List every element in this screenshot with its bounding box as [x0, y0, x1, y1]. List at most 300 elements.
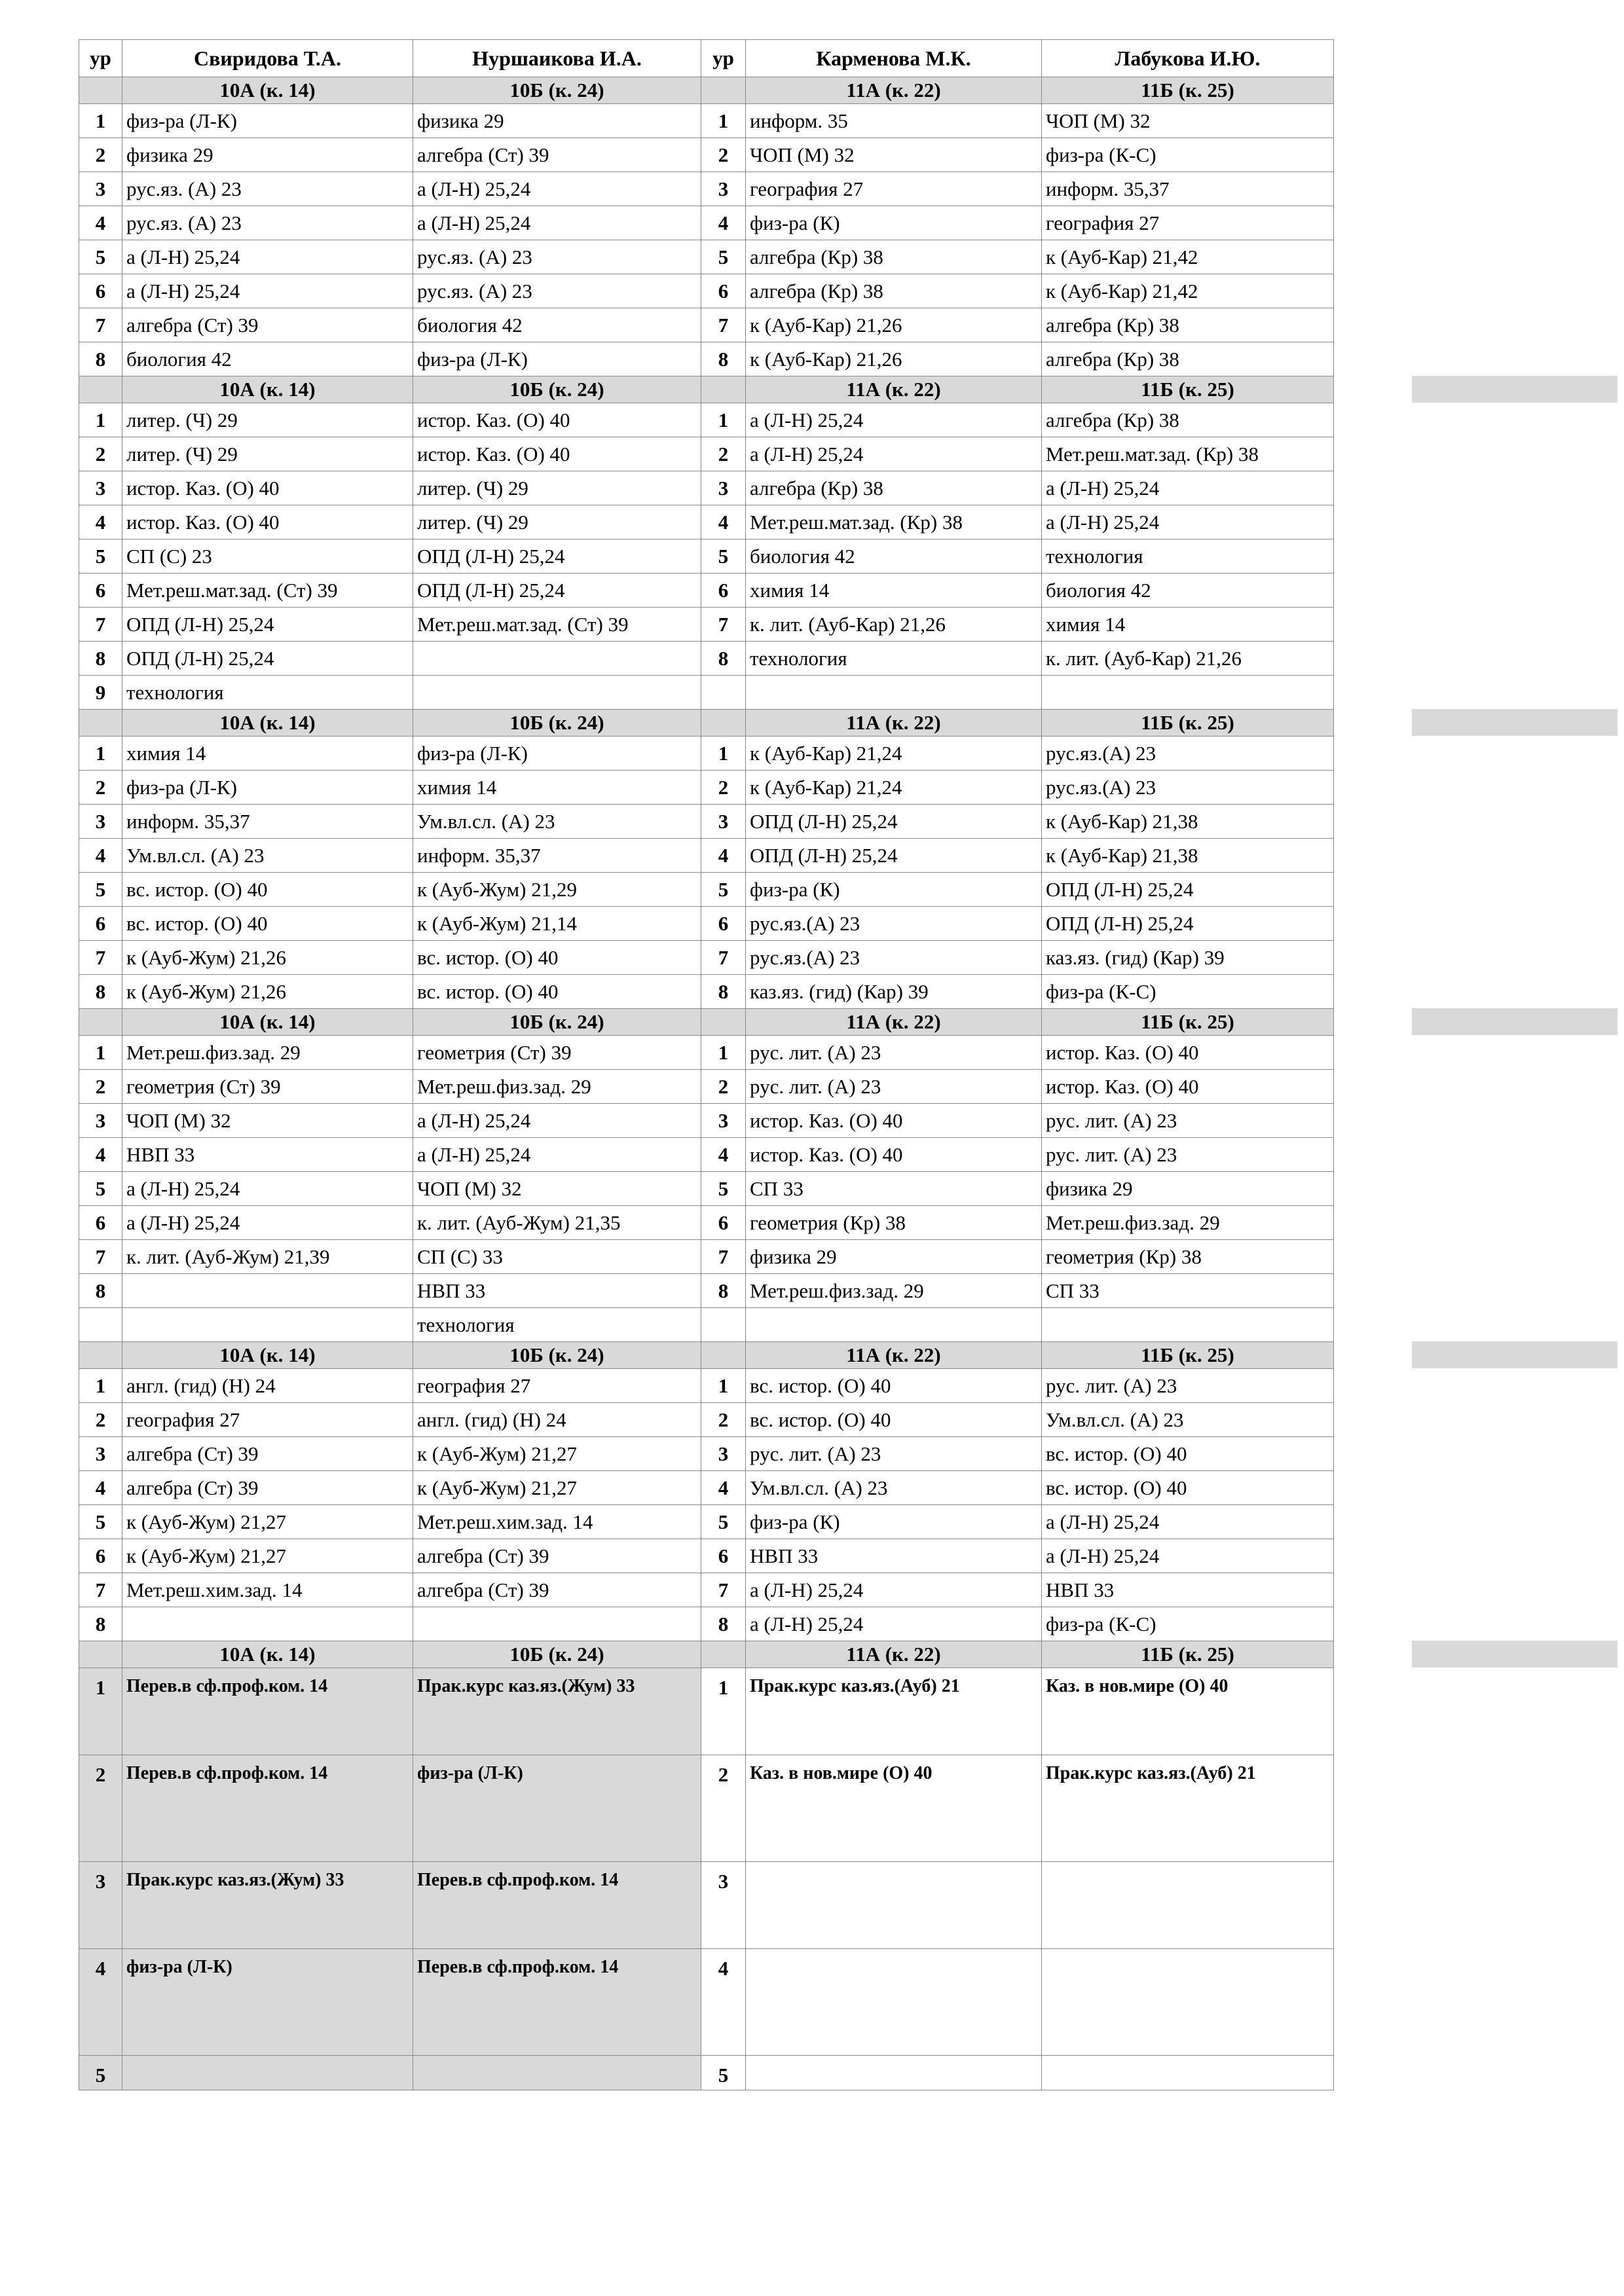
lesson-cell: ОПД (Л-Н) 25,24: [122, 642, 413, 676]
lesson-row: [79, 437, 1334, 471]
lesson-cell: к. лит. (Ауб-Жум) 21,35: [413, 1206, 701, 1240]
lesson-row: [79, 138, 1334, 172]
lesson-number: 2: [701, 138, 746, 172]
lesson-number: 4: [79, 1471, 122, 1505]
lesson-row: [79, 676, 1334, 710]
lesson-cell: рус.яз. (А) 23: [413, 240, 701, 274]
lesson-cell: к (Ауб-Жум) 21,27: [122, 1539, 413, 1573]
lesson-number: 5: [701, 1172, 746, 1206]
lesson-number: 2: [79, 138, 122, 172]
lesson-row: [79, 2056, 1334, 2090]
lesson-row: [79, 1668, 1334, 1755]
lesson-cell: Ум.вл.сл. (А) 23: [746, 1471, 1042, 1505]
lesson-row: [79, 1403, 1334, 1437]
lesson-cell: физ-ра (К-С): [1042, 975, 1334, 1009]
lesson-cell: к (Ауб-Кар) 21,26: [746, 342, 1042, 376]
lesson-number: 6: [79, 1206, 122, 1240]
lesson-cell: биология 42: [746, 539, 1042, 574]
lesson-row: [79, 1369, 1334, 1403]
lesson-cell: алгебра (Ст) 39: [122, 1437, 413, 1471]
lesson-cell: а (Л-Н) 25,24: [1042, 1505, 1334, 1539]
lesson-number: 4: [701, 1471, 746, 1505]
class-label: 10Б (к. 24): [413, 710, 701, 737]
lesson-cell: вс. истор. (О) 40: [413, 941, 701, 975]
lesson-cell: к (Ауб-Кар) 21,38: [1042, 839, 1334, 873]
class-label: 10Б (к. 24): [413, 376, 701, 403]
lesson-cell: алгебра (Кр) 38: [746, 274, 1042, 308]
lesson-cell: Прак.курс каз.яз.(Жум) 33: [413, 1668, 701, 1755]
lesson-cell: НВП 33: [413, 1274, 701, 1308]
lesson-row: [79, 1240, 1334, 1274]
lesson-cell: [1042, 676, 1334, 710]
lesson-cell: литер. (Ч) 29: [122, 403, 413, 437]
lesson-cell: литер. (Ч) 29: [413, 471, 701, 505]
lesson-number: 6: [79, 1539, 122, 1573]
lesson-cell: к (Ауб-Жум) 21,27: [122, 1505, 413, 1539]
lesson-cell: к (Ауб-Жум) 21,27: [413, 1471, 701, 1505]
lesson-cell: каз.яз. (гид) (Кар) 39: [746, 975, 1042, 1009]
lesson-cell: [746, 2056, 1042, 2090]
lesson-cell: география 27: [1042, 206, 1334, 240]
lesson-cell: к (Ауб-Жум) 21,29: [413, 873, 701, 907]
lesson-number: 3: [701, 471, 746, 505]
lesson-cell: рус.яз. (А) 23: [122, 206, 413, 240]
class-label: 10А (к. 14): [122, 1641, 413, 1668]
lesson-number: 8: [701, 342, 746, 376]
lesson-cell: а (Л-Н) 25,24: [413, 1104, 701, 1138]
lesson-cell: СП (С) 33: [413, 1240, 701, 1274]
lesson-cell: физика 29: [413, 104, 701, 138]
lesson-cell: Перев.в сф.проф.ком. 14: [413, 1862, 701, 1949]
lesson-number: 1: [79, 737, 122, 771]
lesson-cell: к (Ауб-Кар) 21,42: [1042, 274, 1334, 308]
lesson-cell: Ум.вл.сл. (А) 23: [122, 839, 413, 873]
header-band: [1412, 1641, 1617, 1667]
lesson-number: 7: [701, 1573, 746, 1607]
lesson-cell: Перев.в сф.проф.ком. 14: [122, 1755, 413, 1862]
lesson-cell: НВП 33: [1042, 1573, 1334, 1607]
lesson-cell: физ-ра (Л-К): [122, 1949, 413, 2056]
lesson-row: [79, 1308, 1334, 1342]
lesson-cell: информ. 35: [746, 104, 1042, 138]
lesson-number: 6: [701, 907, 746, 941]
class-label: 11А (к. 22): [746, 1009, 1042, 1036]
lesson-cell: ОПД (Л-Н) 25,24: [122, 608, 413, 642]
lesson-number: 8: [79, 642, 122, 676]
lesson-cell: а (Л-Н) 25,24: [746, 1607, 1042, 1641]
lesson-cell: алгебра (Ст) 39: [413, 1573, 701, 1607]
lesson-cell: рус. лит. (А) 23: [1042, 1138, 1334, 1172]
class-label: 10А (к. 14): [122, 376, 413, 403]
lesson-cell: Мет.реш.мат.зад. (Кр) 38: [1042, 437, 1334, 471]
lesson-cell: [413, 1607, 701, 1641]
lesson-cell: [746, 1862, 1042, 1949]
lesson-number: 1: [79, 403, 122, 437]
lesson-number: 8: [701, 642, 746, 676]
lesson-cell: Ум.вл.сл. (А) 23: [1042, 1403, 1334, 1437]
lesson-row: [79, 240, 1334, 274]
lesson-cell: физ-ра (К-С): [1042, 1607, 1334, 1641]
header-spacer: [79, 376, 122, 403]
lesson-number: 7: [701, 308, 746, 342]
lesson-number: 4: [701, 1138, 746, 1172]
lesson-number: 2: [701, 1755, 746, 1862]
lesson-cell: рус. лит. (А) 23: [746, 1437, 1042, 1471]
lesson-number: 3: [701, 172, 746, 206]
lesson-cell: Мет.реш.мат.зад. (Кр) 38: [746, 505, 1042, 539]
lesson-cell: Перев.в сф.проф.ком. 14: [413, 1949, 701, 2056]
teacher-name: Карменова М.К.: [746, 40, 1042, 77]
lesson-row: [79, 1607, 1334, 1641]
lesson-number: 1: [701, 737, 746, 771]
lesson-cell: физика 29: [1042, 1172, 1334, 1206]
lesson-cell: физика 29: [122, 138, 413, 172]
lesson-cell: НВП 33: [122, 1138, 413, 1172]
lesson-cell: Мет.реш.физ.зад. 29: [746, 1274, 1042, 1308]
lesson-number: 6: [701, 1539, 746, 1573]
lesson-cell: алгебра (Ст) 39: [413, 138, 701, 172]
lesson-number: 7: [79, 1573, 122, 1607]
lesson-number: 5: [79, 539, 122, 574]
lesson-cell: химия 14: [122, 737, 413, 771]
lesson-number: 1: [701, 1036, 746, 1070]
lesson-row: [79, 1274, 1334, 1308]
lesson-number: 4: [701, 505, 746, 539]
lesson-cell: геометрия (Ст) 39: [122, 1070, 413, 1104]
lesson-cell: к (Ауб-Кар) 21,38: [1042, 805, 1334, 839]
lesson-cell: Прак.курс каз.яз.(Ауб) 21: [746, 1668, 1042, 1755]
class-label: 10А (к. 14): [122, 710, 413, 737]
lesson-number: 3: [79, 1104, 122, 1138]
lesson-number: 4: [701, 839, 746, 873]
lesson-cell: к. лит. (Ауб-Кар) 21,26: [746, 608, 1042, 642]
class-label: 10Б (к. 24): [413, 1009, 701, 1036]
lesson-row: [79, 1949, 1334, 2056]
lesson-number: 6: [79, 907, 122, 941]
lesson-number: 8: [79, 1607, 122, 1641]
lesson-cell: Мет.реш.мат.зад. (Ст) 39: [413, 608, 701, 642]
lesson-row: [79, 1206, 1334, 1240]
lesson-cell: Мет.реш.мат.зад. (Ст) 39: [122, 574, 413, 608]
lesson-cell: алгебра (Кр) 38: [1042, 342, 1334, 376]
lesson-cell: алгебра (Кр) 38: [1042, 308, 1334, 342]
lesson-cell: [746, 1308, 1042, 1342]
lesson-number: 6: [701, 1206, 746, 1240]
class-label: 10Б (к. 24): [413, 77, 701, 104]
class-label: 10Б (к. 24): [413, 1641, 701, 1668]
lesson-number: 3: [79, 1862, 122, 1949]
lesson-cell: [413, 2056, 701, 2090]
lesson-number: 9: [79, 676, 122, 710]
lesson-number: 4: [79, 1138, 122, 1172]
lesson-cell: [122, 2056, 413, 2090]
lesson-row: [79, 308, 1334, 342]
lesson-cell: [122, 1274, 413, 1308]
lesson-number: 3: [701, 1862, 746, 1949]
lesson-cell: физ-ра (К): [746, 1505, 1042, 1539]
lesson-number: 6: [79, 574, 122, 608]
lesson-cell: ОПД (Л-Н) 25,24: [1042, 873, 1334, 907]
lesson-cell: а (Л-Н) 25,24: [413, 206, 701, 240]
lesson-number: 8: [701, 1274, 746, 1308]
lesson-cell: вс. истор. (О) 40: [413, 975, 701, 1009]
lesson-number: 4: [79, 1949, 122, 2056]
lesson-cell: к. лит. (Ауб-Жум) 21,39: [122, 1240, 413, 1274]
lesson-number: 5: [79, 240, 122, 274]
header-spacer: [701, 1342, 746, 1369]
header-spacer: [701, 1009, 746, 1036]
lesson-cell: СП (С) 23: [122, 539, 413, 574]
lesson-cell: к (Ауб-Кар) 21,24: [746, 771, 1042, 805]
lesson-number-header: ур: [701, 40, 746, 77]
lesson-number: 6: [701, 574, 746, 608]
lesson-cell: а (Л-Н) 25,24: [413, 172, 701, 206]
lesson-cell: к (Ауб-Жум) 21,26: [122, 941, 413, 975]
lesson-row: [79, 403, 1334, 437]
lesson-cell: физ-ра (Л-К): [413, 342, 701, 376]
lesson-number: 3: [701, 1437, 746, 1471]
lesson-number: 3: [79, 471, 122, 505]
lesson-cell: алгебра (Кр) 38: [746, 471, 1042, 505]
lesson-number: [701, 676, 746, 710]
lesson-cell: Мет.реш.хим.зад. 14: [413, 1505, 701, 1539]
lesson-number: 2: [79, 1070, 122, 1104]
lesson-cell: геометрия (Кр) 38: [1042, 1240, 1334, 1274]
class-label: 11Б (к. 25): [1042, 1342, 1334, 1369]
lesson-cell: литер. (Ч) 29: [413, 505, 701, 539]
lesson-cell: рус. лит. (А) 23: [746, 1070, 1042, 1104]
header-spacer: [701, 77, 746, 104]
header-band: [1412, 1341, 1617, 1368]
header-band: [1412, 376, 1617, 403]
lesson-cell: англ. (гид) (Н) 24: [413, 1403, 701, 1437]
lesson-number: 8: [79, 975, 122, 1009]
lesson-row: [79, 342, 1334, 376]
lesson-cell: а (Л-Н) 25,24: [746, 403, 1042, 437]
lesson-row: [79, 274, 1334, 308]
lesson-number: 7: [79, 308, 122, 342]
lesson-cell: а (Л-Н) 25,24: [413, 1138, 701, 1172]
lesson-number: 3: [701, 805, 746, 839]
lesson-cell: география 27: [122, 1403, 413, 1437]
lesson-number: [79, 1308, 122, 1342]
lesson-row: [79, 1437, 1334, 1471]
lesson-number: 4: [79, 839, 122, 873]
lesson-number: 2: [79, 1755, 122, 1862]
lesson-number: 2: [701, 771, 746, 805]
lesson-cell: алгебра (Кр) 38: [746, 240, 1042, 274]
header-spacer: [79, 77, 122, 104]
lesson-cell: ЧОП (М) 32: [122, 1104, 413, 1138]
lesson-number: 4: [701, 206, 746, 240]
lesson-cell: Прак.курс каз.яз.(Жум) 33: [122, 1862, 413, 1949]
class-label: 10Б (к. 24): [413, 1342, 701, 1369]
lesson-cell: [122, 1607, 413, 1641]
lesson-cell: физ-ра (Л-К): [122, 104, 413, 138]
lesson-cell: истор. Каз. (О) 40: [413, 403, 701, 437]
lesson-cell: физ-ра (Л-К): [413, 737, 701, 771]
class-label: 11А (к. 22): [746, 1641, 1042, 1668]
lesson-row: [79, 907, 1334, 941]
class-label: 11Б (к. 25): [1042, 1009, 1334, 1036]
lesson-cell: рус.яз. (А) 23: [413, 274, 701, 308]
lesson-cell: Ум.вл.сл. (А) 23: [413, 805, 701, 839]
lesson-cell: ОПД (Л-Н) 25,24: [746, 805, 1042, 839]
lesson-number: 2: [701, 1070, 746, 1104]
lesson-number: 2: [79, 437, 122, 471]
lesson-cell: Мет.реш.физ.зад. 29: [1042, 1206, 1334, 1240]
lesson-cell: а (Л-Н) 25,24: [122, 240, 413, 274]
teacher-name: Лабукова И.Ю.: [1042, 40, 1334, 77]
lesson-row: [79, 1138, 1334, 1172]
lesson-row: [79, 1104, 1334, 1138]
class-label: 11А (к. 22): [746, 77, 1042, 104]
lesson-cell: Прак.курс каз.яз.(Ауб) 21: [1042, 1755, 1334, 1862]
lesson-cell: ЧОП (М) 32: [1042, 104, 1334, 138]
lesson-row: [79, 505, 1334, 539]
lesson-cell: ЧОП (М) 32: [746, 138, 1042, 172]
class-header-row: [79, 1009, 1334, 1036]
lesson-cell: ОПД (Л-Н) 25,24: [413, 539, 701, 574]
header-spacer: [701, 710, 746, 737]
lesson-number: 5: [79, 1172, 122, 1206]
class-header-row: [79, 77, 1334, 104]
lesson-number: 3: [701, 1104, 746, 1138]
lesson-number: 2: [701, 1403, 746, 1437]
lesson-cell: истор. Каз. (О) 40: [122, 505, 413, 539]
lesson-number: 1: [701, 1668, 746, 1755]
lesson-row: [79, 839, 1334, 873]
header-spacer: [79, 1342, 122, 1369]
lesson-cell: алгебра (Ст) 39: [413, 1539, 701, 1573]
lesson-cell: география 27: [746, 172, 1042, 206]
lesson-row: [79, 941, 1334, 975]
lesson-number: 5: [79, 1505, 122, 1539]
lesson-number: 8: [701, 975, 746, 1009]
lesson-row: [79, 608, 1334, 642]
lesson-cell: [413, 676, 701, 710]
lesson-cell: биология 42: [1042, 574, 1334, 608]
lesson-row: [79, 975, 1334, 1009]
lesson-cell: алгебра (Ст) 39: [122, 1471, 413, 1505]
lesson-cell: ОПД (Л-Н) 25,24: [413, 574, 701, 608]
lesson-cell: [1042, 1308, 1334, 1342]
lesson-cell: рус.яз.(А) 23: [746, 907, 1042, 941]
class-label: 11Б (к. 25): [1042, 1641, 1334, 1668]
lesson-cell: истор. Каз. (О) 40: [1042, 1036, 1334, 1070]
lesson-number: 7: [701, 941, 746, 975]
class-label: 10А (к. 14): [122, 77, 413, 104]
lesson-cell: а (Л-Н) 25,24: [122, 274, 413, 308]
lesson-cell: вс. истор. (О) 40: [122, 907, 413, 941]
lesson-cell: истор. Каз. (О) 40: [746, 1138, 1042, 1172]
lesson-cell: технология: [746, 642, 1042, 676]
lesson-cell: физ-ра (Л-К): [413, 1755, 701, 1862]
class-label: 11А (к. 22): [746, 1342, 1042, 1369]
lesson-number: 8: [79, 342, 122, 376]
lesson-number: 5: [701, 2056, 746, 2090]
lesson-number: 1: [79, 1668, 122, 1755]
lesson-cell: литер. (Ч) 29: [122, 437, 413, 471]
lesson-cell: рус.яз.(А) 23: [1042, 771, 1334, 805]
lesson-number: 2: [79, 1403, 122, 1437]
lesson-row: [79, 172, 1334, 206]
lesson-cell: география 27: [413, 1369, 701, 1403]
lesson-cell: информ. 35,37: [1042, 172, 1334, 206]
lesson-number: 1: [79, 1369, 122, 1403]
lesson-cell: СП 33: [1042, 1274, 1334, 1308]
lesson-cell: Мет.реш.физ.зад. 29: [413, 1070, 701, 1104]
lesson-cell: а (Л-Н) 25,24: [122, 1172, 413, 1206]
lesson-cell: рус. лит. (А) 23: [746, 1036, 1042, 1070]
lesson-cell: биология 42: [413, 308, 701, 342]
lesson-cell: рус.яз. (А) 23: [122, 172, 413, 206]
lesson-cell: истор. Каз. (О) 40: [1042, 1070, 1334, 1104]
lesson-row: [79, 104, 1334, 138]
lesson-cell: истор. Каз. (О) 40: [746, 1104, 1042, 1138]
class-label: 11Б (к. 25): [1042, 77, 1334, 104]
lesson-cell: физика 29: [746, 1240, 1042, 1274]
lesson-number: 1: [701, 104, 746, 138]
lesson-cell: вс. истор. (О) 40: [746, 1369, 1042, 1403]
lesson-row: [79, 1862, 1334, 1949]
class-label: 10А (к. 14): [122, 1009, 413, 1036]
lesson-number-header: ур: [79, 40, 122, 77]
class-label: 11А (к. 22): [746, 710, 1042, 737]
lesson-row: [79, 873, 1334, 907]
lesson-row: [79, 1471, 1334, 1505]
lesson-number: 7: [79, 608, 122, 642]
lesson-cell: [122, 1308, 413, 1342]
class-header-row: [79, 376, 1334, 403]
lesson-cell: химия 14: [746, 574, 1042, 608]
lesson-row: [79, 1573, 1334, 1607]
lesson-cell: СП 33: [746, 1172, 1042, 1206]
lesson-cell: рус.яз.(А) 23: [1042, 737, 1334, 771]
lesson-cell: каз.яз. (гид) (Кар) 39: [1042, 941, 1334, 975]
lesson-number: 3: [79, 172, 122, 206]
lesson-row: [79, 1036, 1334, 1070]
lesson-number: 5: [701, 873, 746, 907]
lesson-cell: ОПД (Л-Н) 25,24: [746, 839, 1042, 873]
lesson-cell: биология 42: [122, 342, 413, 376]
lesson-cell: истор. Каз. (О) 40: [122, 471, 413, 505]
lesson-number: 8: [701, 1607, 746, 1641]
lesson-number: 4: [79, 505, 122, 539]
lesson-number: 7: [701, 608, 746, 642]
lesson-cell: а (Л-Н) 25,24: [1042, 505, 1334, 539]
lesson-row: [79, 1070, 1334, 1104]
lesson-row: [79, 805, 1334, 839]
lesson-cell: физ-ра (Л-К): [122, 771, 413, 805]
lesson-number: 4: [701, 1949, 746, 2056]
lesson-cell: [1042, 1949, 1334, 2056]
lesson-cell: химия 14: [1042, 608, 1334, 642]
lesson-cell: вс. истор. (О) 40: [746, 1403, 1042, 1437]
lesson-cell: [1042, 2056, 1334, 2090]
lesson-number: 1: [701, 403, 746, 437]
lesson-cell: а (Л-Н) 25,24: [746, 437, 1042, 471]
lesson-cell: [746, 1949, 1042, 2056]
lesson-cell: а (Л-Н) 25,24: [1042, 1539, 1334, 1573]
class-label: 11Б (к. 25): [1042, 710, 1334, 737]
lesson-number: 1: [79, 104, 122, 138]
lesson-row: [79, 206, 1334, 240]
class-label: 11А (к. 22): [746, 376, 1042, 403]
lesson-cell: физ-ра (К): [746, 873, 1042, 907]
lesson-number: 2: [701, 437, 746, 471]
lesson-cell: геометрия (Кр) 38: [746, 1206, 1042, 1240]
